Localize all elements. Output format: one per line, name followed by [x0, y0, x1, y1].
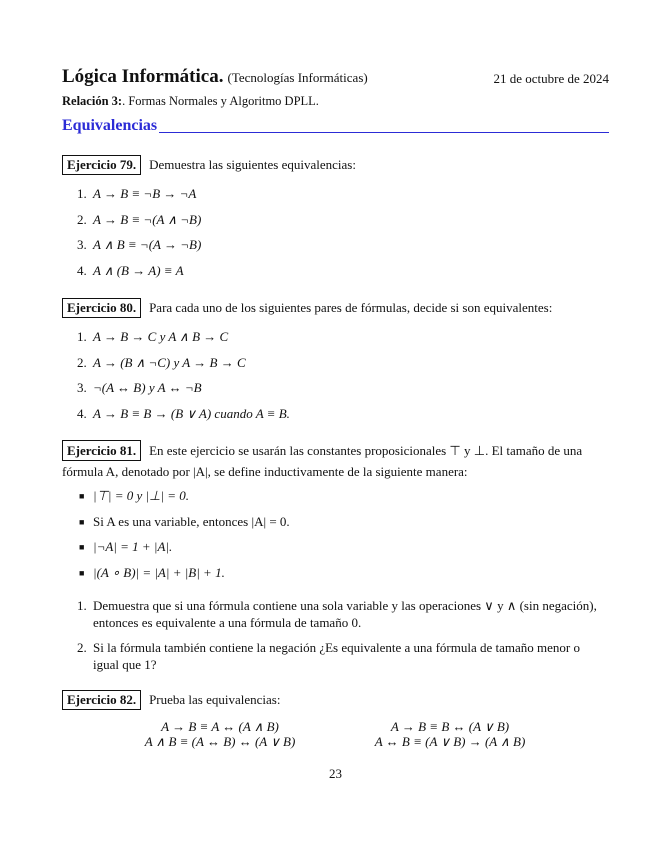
exercise-label: Ejercicio 82. — [62, 690, 141, 710]
item-number: 2. — [77, 640, 87, 655]
course-subtitle: (Tecnologías Informáticas) — [227, 70, 368, 85]
exercise-81-bullets — [79, 488, 290, 590]
exercise-82 — [62, 690, 609, 710]
bullet-text: |⊤| = 0 y |⊥| = 0. — [93, 488, 190, 503]
list-item — [77, 355, 290, 381]
question-2-line2: igual que 1? — [93, 657, 157, 672]
question-2 — [77, 639, 609, 673]
bullet-text: |(A ∘ B)| = |A| + |B| + 1. — [93, 564, 225, 580]
item-number: 1. — [77, 186, 87, 201]
list-item — [77, 406, 290, 432]
question-1 — [77, 597, 609, 631]
exercise-label: Ejercicio 79. — [62, 155, 141, 175]
formula: A → B ≡ ¬B → ¬A — [93, 186, 197, 201]
list-item — [77, 329, 290, 355]
formula: A ∧ B ≡ ¬(A → ¬B) — [93, 237, 202, 252]
bullet-item — [79, 565, 290, 591]
exercise-81-questions — [77, 597, 609, 673]
equation: A ∧ B ≡ (A ↔ B) ↔ (A ∨ B) — [144, 734, 296, 749]
exercise-text: Prueba las equivalencias: — [149, 692, 281, 707]
exercise-80 — [62, 298, 609, 318]
item-number: 2. — [77, 354, 87, 370]
bullet-item — [79, 539, 290, 565]
exercise-label: Ejercicio 80. — [62, 298, 141, 318]
list-item — [77, 263, 201, 289]
exercise-text-line1: En este ejercicio se usarán las constantes proposicionales ⊤ y ⊥. El tamaño de una — [149, 443, 583, 458]
item-number: 3. — [77, 237, 87, 252]
list-item — [77, 186, 201, 212]
item-number: 4. — [77, 405, 87, 421]
exercise-text: Para cada uno de los siguientes pares de fórmulas, decide si son equivalentes: — [149, 300, 553, 315]
question-1-line2: entonces es equivalente a una fórmula de tamaño 0. — [93, 615, 362, 630]
section-title: Equivalencias — [62, 117, 158, 134]
list-item — [77, 212, 201, 238]
question-1-line1: Demuestra que si una fórmula contiene una sola variable y las operaciones ∨ y ∧ (sin negación), — [93, 598, 597, 613]
relacion-line — [62, 94, 319, 109]
bullet-item — [79, 488, 290, 514]
exercise-81 — [62, 440, 609, 480]
exercise-label: Ejercicio 81. — [62, 440, 141, 461]
list-item — [77, 237, 201, 263]
exercise-79 — [62, 155, 609, 175]
page-number: 23 — [329, 766, 342, 781]
equation: A ↔ B ≡ (A ∨ B) → (A ∧ B) — [374, 734, 526, 749]
relacion-text: . Formas Normales y Algoritmo DPLL. — [122, 94, 319, 108]
formula: A ∧ (B → A) ≡ A — [93, 262, 184, 278]
bullet-text: Si A es una variable, entonces |A| = 0. — [93, 513, 290, 529]
exercise-text: Demuestra las siguientes equivalencias: — [149, 157, 356, 172]
section-heading — [62, 117, 609, 137]
exercise-text-line2: fórmula A, denotado por |A|, se define inductivamente de la siguiente manera: — [62, 464, 468, 479]
exercise-79-list — [77, 186, 201, 288]
bullet-icon: ■ — [79, 516, 85, 527]
item-number: 4. — [77, 262, 87, 278]
item-number: 3. — [77, 380, 87, 395]
formula: A → (B ∧ ¬C) y A → B → C — [93, 354, 246, 370]
equation: A → B ≡ B ↔ (A ∨ B) — [390, 719, 510, 734]
item-number: 1. — [77, 329, 87, 344]
relacion-label: Relación 3: — [62, 94, 123, 108]
title-text: Lógica Informática. — [62, 66, 224, 87]
formula: A → B ≡ B → (B ∨ A) cuando A ≡ B. — [93, 405, 290, 421]
bullet-icon: ■ — [79, 567, 85, 578]
list-item — [77, 380, 290, 406]
equations-left — [120, 719, 320, 749]
bullet-icon: ■ — [79, 542, 85, 552]
question-2-line1: Si la fórmula también contiene la negación ¿Es equivalente a una fórmula de tamaño menor o — [93, 640, 580, 655]
bullet-item — [79, 514, 290, 540]
header-date: 21 de octubre de 2024 — [493, 71, 609, 86]
formula: A → B ≡ ¬(A ∧ ¬B) — [93, 211, 202, 227]
equation: A → B ≡ A ↔ (A ∧ B) — [161, 719, 279, 734]
item-number: 2. — [77, 211, 87, 227]
formula: ¬(A ↔ B) y A ↔ ¬B — [93, 380, 202, 395]
header — [62, 66, 609, 90]
exercise-80-list — [77, 329, 290, 431]
item-number: 1. — [77, 598, 87, 613]
formula: A → B → C y A ∧ B → C — [93, 329, 229, 344]
bullet-text: |¬A| = 1 + |A|. — [93, 539, 173, 554]
bullet-icon: ■ — [79, 491, 85, 501]
course-title — [62, 66, 368, 88]
equations-right — [350, 719, 550, 749]
